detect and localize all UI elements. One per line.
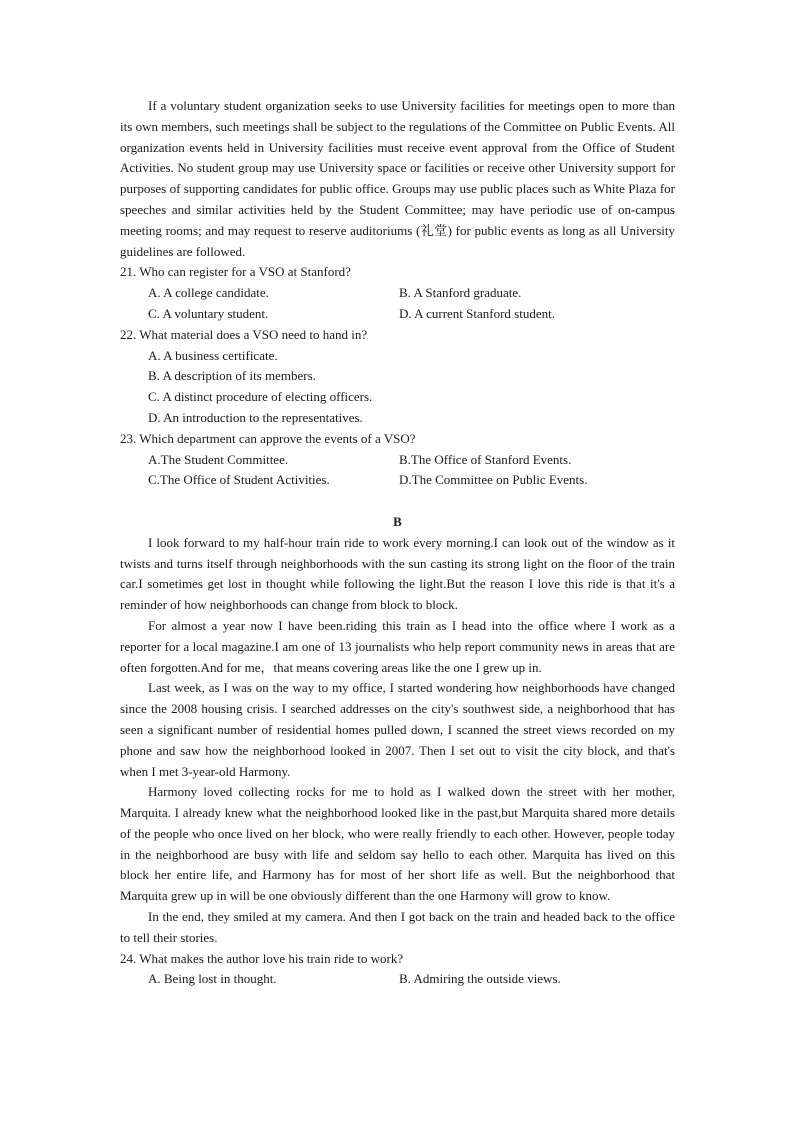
- option-text: A. Being lost in thought.: [148, 971, 277, 987]
- option-text: A.The Student Committee.: [148, 451, 289, 467]
- option-text: B. Admiring the outside views.: [399, 971, 561, 987]
- option-row: [148, 470, 675, 491]
- option-text: A. A business certificate.: [148, 347, 278, 363]
- option-text: B. A description of its members.: [148, 368, 316, 384]
- passage-b-paragraph: I look forward to my half-hour train ride to work every morning.I can look out of the window as it twists and turns itself through neighborhoods with the sun casting its strong light on the floor of the train car.I sometimes get lost in thought while following the light.But the reason I love this ride is that it's a reminder of how neighborhoods can change from block to block.: [120, 534, 675, 613]
- option-row: [148, 304, 675, 325]
- section-heading: B: [393, 513, 402, 529]
- option-text: D.The Committee on Public Events.: [399, 472, 588, 488]
- question-stem: 23. Which department can approve the events of a VSO?: [120, 430, 416, 446]
- option-row: [148, 450, 675, 471]
- passage-a-paragraph: If a voluntary student organization seeks to use University facilities for meetings open to more than its own members, such meetings shall be subject to the regulations of the Committee on Public Events. All organization events held in University facilities must receive event approval from the Office of Student Activities. No student group may use University space or facilities or receive other University support for purposes of supporting candidates for public office. Groups may use public places such as White Plaza for speeches and similar activities held by the Student Committee; may have periodic use of on-campus meeting rooms; and may request to reserve auditoriums (礼堂) for public events as long as all University guidelines are followed.: [120, 98, 675, 259]
- question-stem: 22. What material does a VSO need to hand in?: [120, 326, 368, 342]
- option-text: C.The Office of Student Activities.: [148, 472, 330, 488]
- question-stem: 24. What makes the author love his train ride to work?: [120, 950, 404, 966]
- option-row: [148, 283, 675, 304]
- option-row: [148, 969, 675, 990]
- option-text: D. An introduction to the representatives.: [148, 409, 363, 425]
- passage-b-paragraph: Last week, as I was on the way to my office, I started wondering how neighborhoods have changed since the 2008 housing crisis. I searched addresses on the city's southwest side, a neighborhood that has seen a significant number of residential homes pulled down, I scanned the street views recorded on my phone and saw how the neighborhood looked in 2007. Then I set out to visit the city block, and that's when I met 3-year-old Harmony.: [120, 680, 675, 779]
- question-stem: 21. Who can register for a VSO at Stanford?: [120, 264, 351, 280]
- option-text: C. A voluntary student.: [148, 305, 269, 321]
- passage-b-paragraph: Harmony loved collecting rocks for me to hold as I walked down the street with her mother, Marquita. I already knew what the neighborhood looked like in the past,but Marquita shared more details of the people who once lived on her block, who were really friendly to each other. However, people today in the neighborhood are busy with life and seldom say hello to each other. Marquita has lived on this block her entire life, and Harmony has for most of her short life as well. But the neighborhood that Marquita grew up in will be one obviously different than the one Harmony will grow to know.: [120, 784, 675, 904]
- option-text: C. A distinct procedure of electing officers.: [148, 389, 373, 405]
- passage-b-paragraph: For almost a year now I have been.riding this train as I head into the office where I work as a reporter for a local magazine.I am one of 13 journalists who help report community news in areas that are often forgotten.And for me，that means covering areas like the one I grew up in.: [120, 617, 675, 675]
- document-page: [120, 96, 675, 990]
- option-text: A. A college candidate.: [148, 285, 269, 301]
- option-text: B. A Stanford graduate.: [399, 285, 522, 301]
- option-text: B.The Office of Stanford Events.: [399, 451, 572, 467]
- passage-b-paragraph: In the end, they smiled at my camera. And then I got back on the train and headed back to the office to tell their stories.: [120, 909, 675, 945]
- option-text: D. A current Stanford student.: [399, 305, 555, 321]
